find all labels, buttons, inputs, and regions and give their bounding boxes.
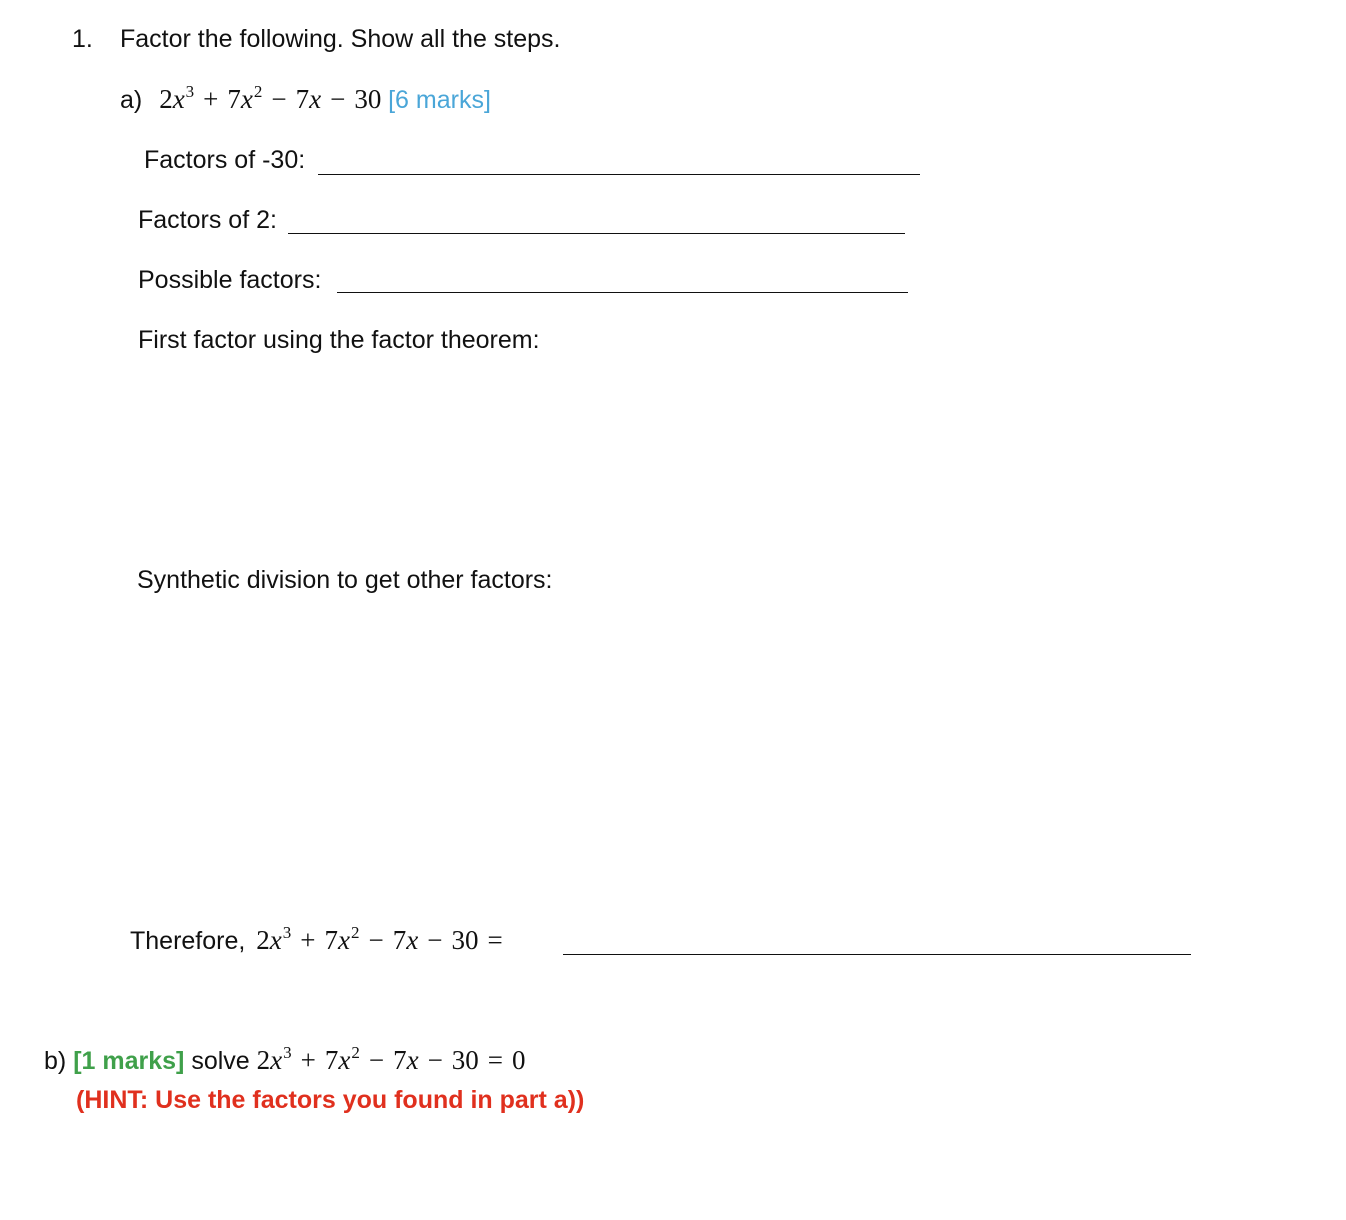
possible-factors-label: Possible factors: [138,266,322,294]
therefore-polynomial: $2x^3 + 7x^2 - 7x - 30$ = [256,923,503,955]
factors-30-answer-line[interactable] [318,174,920,175]
question-prompt: Factor the following. Show all the steps. [120,25,561,53]
part-b-label: b) [44,1047,67,1075]
part-b-marks: [1 marks] [73,1047,185,1075]
part-a-label: a) [120,86,143,114]
therefore-statement [130,925,512,959]
part-a-polynomial: $2x^3 + 7x^2 - 7x - 30$ [159,82,382,114]
part-b-solve-word: solve [191,1047,250,1075]
part-a-heading [120,84,491,118]
part-b-hint: (HINT: Use the factors you found in part a)) [76,1086,585,1114]
factors-30-label: Factors of -30: [144,146,306,174]
part-a-marks: [6 marks] [388,86,491,114]
part-b-heading [44,1045,526,1079]
possible-factors-answer-line[interactable] [337,292,908,293]
factors-2-label: Factors of 2: [138,206,277,234]
factors-2-answer-line[interactable] [288,233,905,234]
first-factor-label: First factor using the factor theorem: [138,326,540,354]
therefore-label: Therefore, [130,927,246,955]
therefore-answer-line[interactable] [563,954,1191,955]
part-b-equation: $2x^3 + 7x^2 - 7x - 30 = 0$ [256,1043,526,1075]
synthetic-division-label: Synthetic division to get other factors: [137,566,553,594]
question-number: 1. [72,25,93,53]
